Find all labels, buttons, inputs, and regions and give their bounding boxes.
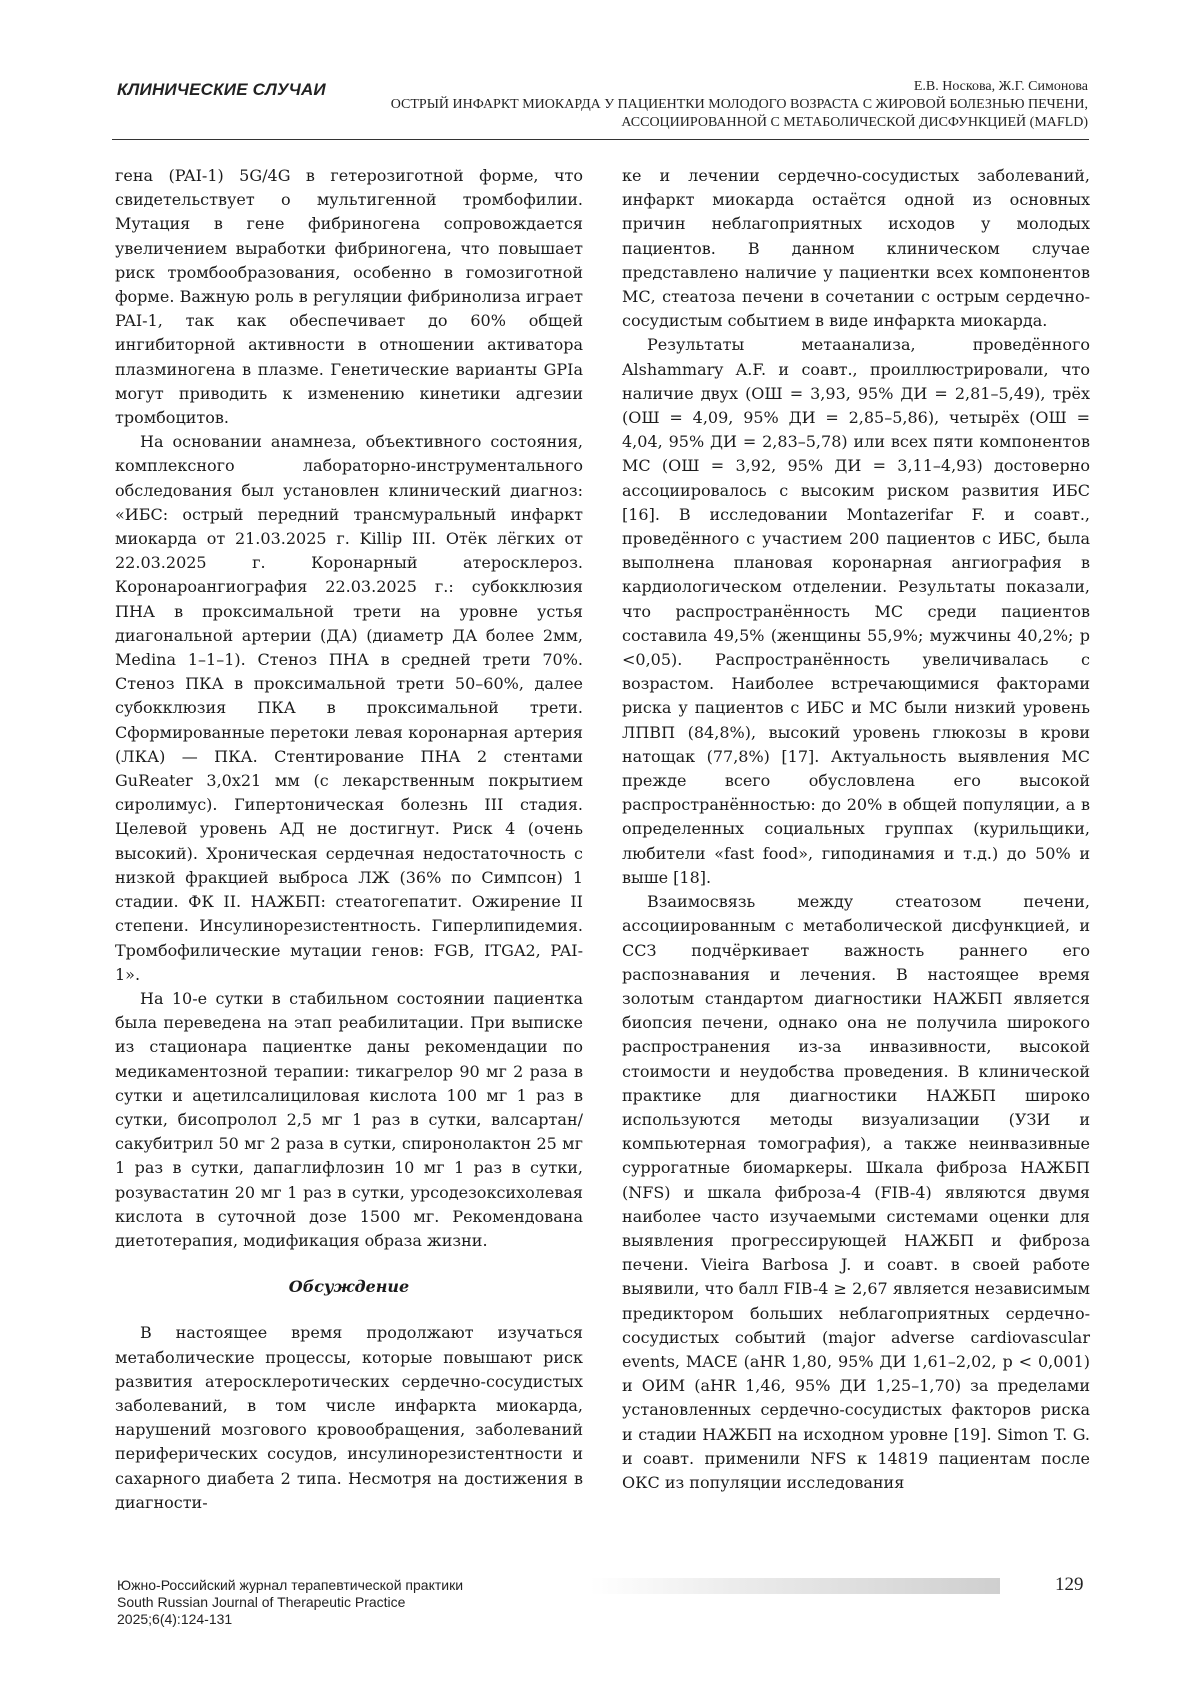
left-column (115, 164, 583, 1515)
footer-journal-en: South Russian Journal of Therapeutic Practice (117, 1594, 406, 1610)
footer-citation: 2025;6(4):124-131 (117, 1611, 233, 1627)
footer-journal-ru: Южно-Российский журнал терапевтической практики (117, 1577, 464, 1593)
paragraph: В настоящее время продолжают изучаться метаболические процессы, которые повышают риск развития атеросклеротических сердечно-сосудистых заболеваний, в том числе инфаркта миокарда, нарушений мозгового кровообращения, заболеваний периферических сосудов, инсулинорезистентности и сахарного диабета 2 типа. Несмотря на достижения в диагности- (115, 1323, 583, 1512)
header-title-line-2: АССОЦИИРОВАННОЙ С МЕТАБОЛИЧЕСКОЙ ДИСФУНКЦИЕЙ (MAFLD) (621, 115, 1088, 130)
footer-gradient-bar (590, 1578, 1000, 1594)
footer-journal-info (117, 1577, 463, 1628)
section-label: КЛИНИЧЕСКИЕ СЛУЧАИ (117, 80, 326, 99)
paragraph: гена (PAI-1) 5G/4G в гетерозиготной форме, что свидетельствует о мультигенной тромбофилии. Мутация в гене фибриногена сопровождается увеличением выработки фибриногена, что повышает риск тромбообразования, особенно в гомозиготной форме. Важную роль в регуляции фибринолиза играет PAI-1, так как обеспечивает до 60% общей ингибиторной активности в отношении активатора плазминогена в плазме. Генетические варианты GPIa могут приводить к изменению кинетики адгезии тромбоцитов. (115, 166, 583, 428)
paragraph: ке и лечении сердечно-сосудистых заболеваний, инфаркт миокарда остаётся одной из основных причин неблагоприятных исходов у молодых пациентов. В данном клиническом случае представлено наличие у пациентки всех компонентов МС, стеатоза печени в сочетании с острым сердечно-сосудистым событием в виде инфаркта миокарда. (622, 166, 1090, 331)
header-title-line-1: ОСТРЫЙ ИНФАРКТ МИОКАРДА У ПАЦИЕНТКИ МОЛОДОГО ВОЗРАСТА С ЖИРОВОЙ БОЛЕЗНЬЮ ПЕЧЕНИ, (390, 97, 1088, 112)
paragraph: На основании анамнеза, объективного состояния, комплексного лабораторно-инструментального обследования был установлен клинический диагноз: «ИБС: острый передний трансмуральный инфаркт миокарда от 21.03.2025 г. Killip III. Отёк лёгких от 22.03.2025 г. Коронарный атеросклероз. Коронароангиография 22.03.2025 г.: субокклюзия ПНА в проксимальной трети на уровне устья диагональной артерии (ДА) (диаметр ДА более 2мм, Medina 1–1–1). Стеноз ПНА в средней трети 70%. Стеноз ПКА в проксимальной трети 50–60%, далее субокклюзия ПКА в проксимальной трети. Сформированные перетоки левая коронарная артерия (ЛКА) — ПКА. Стентирование ПНА 2 стентами GuReater 3,0x21 мм (с лекарственным покрытием сиролимус). Гипертоническая болезнь III стадия. Целевой уровень АД не достигнут. Риск 4 (очень высокий). Хроническая сердечная недостаточность с низкой фракцией выброса ЛЖ (36% по Симпсон) 1 стадии. ФК II. НАЖБП: стеатогепатит. Ожирение II степени. Инсулинорезистентность. Гиперлипидемия. Тромбофилические мутации генов: FGB, ITGA2, PAI-1». (115, 432, 583, 984)
paragraph: Результаты метаанализа, проведённого Alshammary A.F. и соавт., проиллюстрировали, что наличие двух (ОШ = 3,93, 95% ДИ = 2,81–5,49), трёх (ОШ = 4,09, 95% ДИ = 2,85–5,86), четырёх (ОШ = 4,04, 95% ДИ = 2,83–5,78) или всех пяти компонентов МС (ОШ = 3,92, 95% ДИ = 3,11–4,93) достоверно ассоциировалось с высоким риском развития ИБС [16]. В исследовании Montazerifar F. и соавт., проведённого с участием 200 пациентов с ИБС, была выполнена плановая коронарная ангиография в кардиологическом отделении. Результаты показали, что распространённость МС среди пациентов составила 49,5% (женщины 55,9%; мужчины 40,2%; р <0,05). Распространённость увеличивалась с возрастом. Наиболее встречающимися факторами риска у пациентов с ИБС и МС были низкий уровень ЛПВП (84,8%), высокий уровень глюкозы в крови натощак (77,8%) [17]. Актуальность выявления МС прежде всего обусловлена его высокой распространённостью: до 20% в общей популяции, а в определенных социальных группах (курильщики, любители «fast food», гиподинамия и т.д.) до 50% и выше [18]. (622, 335, 1090, 887)
right-column (622, 164, 1090, 1495)
page-number: 129 (1055, 1574, 1084, 1595)
running-header (188, 78, 1088, 132)
paragraph: На 10-е сутки в стабильном состоянии пациентка была переведена на этап реабилитации. При выписке из стационара пациентке даны рекомендации по медикаментозной терапии: тикагрелор 90 мг 2 раза в сутки и ацетилсалициловая кислота 100 мг 1 раз в сутки, бисопролол 2,5 мг 1 раз в сутки, валсартан/сакубитрил 50 мг 2 раза в сутки, спиронолактон 25 мг 1 раз в сутки, дапаглифлозин 10 мг 1 раз в сутки, розувастатин 20 мг 1 раз в сутки, урсодезоксихолевая кислота в суточной дозе 1500 мг. Рекомендована диетотерапия, модификация образа жизни. (115, 988, 583, 1250)
header-authors: Е.В. Носкова, Ж.Г. Симонова (913, 79, 1088, 94)
header-divider (112, 139, 1089, 140)
section-heading: Обсуждение (288, 1277, 410, 1297)
paragraph: Взаимосвязь между стеатозом печени, ассоциированным с метаболической дисфункцией, и ССЗ подчёркивает важность раннего его распознавания и лечения. В настоящее время золотым стандартом диагностики НАЖБП является биопсия печени, однако она не получила широкого распространения из-за инвазивности, высокой стоимости и неудобства проведения. В клинической практике для диагностики НАЖБП широко используются методы визуализации (УЗИ и компьютерная томография), а также неинвазивные суррогатные биомаркеры. Шкала фиброза НАЖБП (NFS) и шкала фиброза-4 (FIB-4) являются двумя наиболее часто изучаемыми системами оценки для выявления прогрессирующей НАЖБП и фиброза печени. Vieira Barbosa J. и соавт. в своей работе выявили, что балл FIB-4 ≥ 2,67 является независимым предиктором больших неблагоприятных сердечно-сосудистых событий (major adverse cardiovascular events, MACE (aHR 1,80, 95% ДИ 1,61–2,02, р < 0,001) и ОИМ (aHR 1,46, 95% ДИ 1,25–1,70) за пределами установленных сердечно-сосудистых факторов риска и стадии НАЖБП на исходном уровне [19]. Simon T. G. и соавт. применили NFS к 14819 пациентам после ОКС из популяции исследования (622, 892, 1090, 1492)
